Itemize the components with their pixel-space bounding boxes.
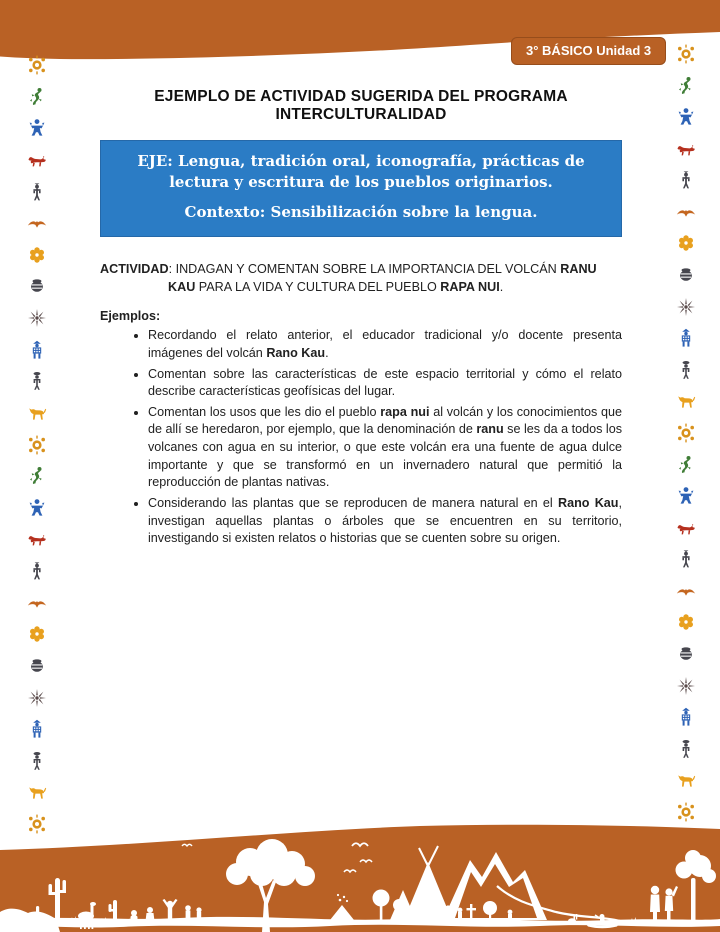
condor-icon [676, 581, 696, 601]
dog-icon [676, 391, 696, 411]
activity-statement [100, 261, 622, 296]
main-content [100, 88, 622, 551]
example-item [148, 366, 622, 401]
dog-icon [27, 403, 47, 423]
person-petroglyph-icon [676, 170, 696, 190]
starburst-icon [27, 308, 47, 328]
person-petroglyph-icon [676, 549, 696, 569]
flower-icon [27, 624, 47, 644]
text-segment: Considerando las plantas que se reproducen de manera natural en el [148, 495, 558, 510]
example-item [148, 404, 622, 492]
fox-icon [676, 518, 696, 538]
lizard-petroglyph-icon [27, 87, 47, 107]
condor-icon [27, 213, 47, 233]
flower-icon [676, 612, 696, 632]
person2-petroglyph-icon [676, 739, 696, 759]
text-segment: Comentan los usos que les dio el pueblo [148, 404, 381, 419]
emphasized-text: RAPA NUI [440, 279, 500, 294]
dog-icon [27, 782, 47, 802]
emphasized-text: ranu [476, 422, 504, 437]
sun-petroglyph-icon [676, 802, 696, 822]
dog-icon [676, 770, 696, 790]
figure-petroglyph-icon [27, 498, 47, 518]
pot-icon [27, 276, 47, 296]
emphasized-text: RANU KAU [168, 262, 597, 294]
contexto-text: Contexto: Sensibilización sobre la lengua. [184, 203, 538, 222]
person-petroglyph-icon [27, 182, 47, 202]
figure-petroglyph-icon [676, 107, 696, 127]
pot-icon [676, 644, 696, 664]
sun-petroglyph-icon [676, 44, 696, 64]
pot-icon [676, 265, 696, 285]
text-segment: se les da a todos los volcanes con agua en su interior, o que este volcán era una fuente de agua dulce importante y que se transformó en un invernadero natural que permitió la reproducción de plantas nativas. [148, 422, 622, 490]
eje-context-box [100, 140, 622, 237]
starburst-icon [27, 688, 47, 708]
text-segment: al volcán y los conocimientos que de allí se heredaron, por ejemplo, que la denominación de [148, 404, 622, 437]
figure2-petroglyph-icon [676, 707, 696, 727]
pot-icon [27, 656, 47, 676]
example-item [148, 327, 622, 362]
fox-icon [27, 150, 47, 170]
page-title: EJEMPLO DE ACTIVIDAD SUGERIDA DEL PROGRAMA INTERCULTURALIDAD [154, 88, 568, 123]
person2-petroglyph-icon [676, 360, 696, 380]
right-icon-column [674, 44, 698, 822]
fox-icon [676, 139, 696, 159]
lizard-petroglyph-icon [27, 466, 47, 486]
left-icon-column [25, 55, 49, 834]
flower-icon [676, 233, 696, 253]
figure-petroglyph-icon [27, 118, 47, 138]
lizard-petroglyph-icon [676, 455, 696, 475]
condor-icon [676, 202, 696, 222]
condor-icon [27, 593, 47, 613]
emphasized-text: rapa nui [380, 404, 430, 419]
figure2-petroglyph-icon [27, 719, 47, 739]
fox-icon [27, 529, 47, 549]
example-item [148, 495, 622, 548]
figure2-petroglyph-icon [27, 340, 47, 360]
figure2-petroglyph-icon [676, 328, 696, 348]
sun-petroglyph-icon [676, 423, 696, 443]
text-segment: : INDAGAN Y COMENTAN SOBRE LA IMPORTANCIA DEL VOLCÁN [168, 262, 561, 277]
examples-list [100, 327, 622, 548]
examples-heading: Ejemplos: [100, 309, 161, 324]
sun-petroglyph-icon [27, 435, 47, 455]
text-segment: , investigan aquellas plantas o árboles que se encuentren en su territorio, investigando si existen relatos o historias que se cuenten sobre su origen. [148, 495, 622, 546]
lizard-petroglyph-icon [676, 76, 696, 96]
text-segment: . [325, 345, 329, 360]
figure-petroglyph-icon [676, 486, 696, 506]
person-petroglyph-icon [27, 561, 47, 581]
unit-badge: 3° BÁSICO Unidad 3 [511, 37, 666, 65]
person2-petroglyph-icon [27, 751, 47, 771]
starburst-icon [676, 297, 696, 317]
person2-petroglyph-icon [27, 371, 47, 391]
eje-text: EJE: Lengua, tradición oral, iconografía, prácticas de lectura y escritura de los pueblos originarios. [137, 152, 585, 191]
text-segment: Comentan sobre las características de este espacio territorial y cómo el relato describe características geofísicas del lugar. [148, 366, 622, 399]
starburst-icon [676, 676, 696, 696]
text-segment: Recordando el relato anterior, el educador tradicional y/o docente presenta imágenes del volcán [148, 328, 622, 360]
text-segment: . [499, 279, 504, 294]
emphasized-text: ACTIVIDAD [100, 262, 169, 277]
flower-icon [27, 245, 47, 265]
sun-petroglyph-icon [27, 55, 47, 75]
emphasized-text: Rano Kau [266, 345, 326, 360]
emphasized-text: Rano Kau [557, 495, 619, 510]
footer-landscape-illustration [0, 820, 720, 932]
text-segment: PARA LA VIDA Y CULTURA DEL PUEBLO [195, 279, 441, 294]
